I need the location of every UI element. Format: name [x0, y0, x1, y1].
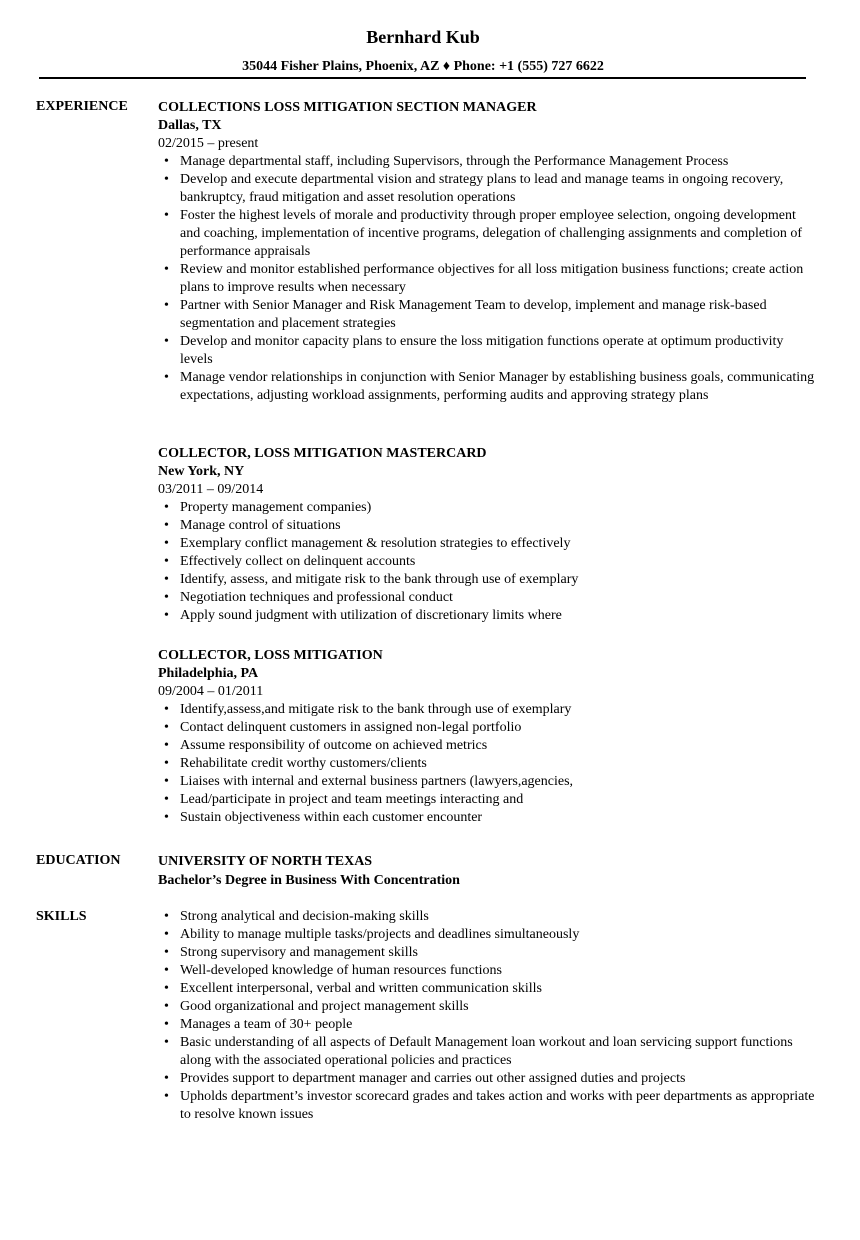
job-bullet: • Effectively collect on delinquent accounts: [158, 553, 818, 571]
job-entry: [158, 99, 818, 405]
job-bullet: • Identify, assess, and mitigate risk to the bank through use of exemplary: [158, 571, 818, 589]
skill-item: • Upholds department’s investor scorecard grades and takes action and works with peer departments as appropriate to resolve known issues: [158, 1088, 818, 1124]
skill-item: • Excellent interpersonal, verbal and written communication skills: [158, 980, 818, 998]
job-entry: [158, 445, 818, 625]
job-location: New York, NY: [158, 464, 245, 479]
job-location: Philadelphia, PA: [158, 666, 259, 681]
skills-entry: [158, 908, 818, 1124]
job-bullet: • Lead/participate in project and team meetings interacting and: [158, 791, 818, 809]
job-bullet: • Liaises with internal and external business partners (lawyers,agencies,: [158, 773, 818, 791]
skill-item: • Well-developed knowledge of human resources functions: [158, 962, 818, 980]
job-bullet-list: [158, 701, 818, 827]
job-dates: 02/2015 – present: [158, 136, 259, 151]
job-bullet-list: [158, 153, 818, 405]
skill-item: • Provides support to department manager and carries out other assigned duties and projects: [158, 1070, 818, 1088]
job-title: COLLECTOR, LOSS MITIGATION: [158, 648, 383, 663]
job-title: COLLECTIONS LOSS MITIGATION SECTION MANAGER: [158, 100, 537, 115]
job-dates: 03/2011 – 09/2014: [158, 482, 264, 497]
skill-item: • Strong supervisory and management skills: [158, 944, 818, 962]
job-title: COLLECTOR, LOSS MITIGATION MASTERCARD: [158, 446, 487, 461]
job-bullet: • Review and monitor established performance objectives for all loss mitigation business functions; create action plans to improve results when necessary: [158, 261, 818, 297]
skill-item: • Ability to manage multiple tasks/projects and deadlines simultaneously: [158, 926, 818, 944]
job-bullet: • Apply sound judgment with utilization of discretionary limits where: [158, 607, 818, 625]
job-bullet: • Manage vendor relationships in conjunction with Senior Manager by establishing business goals, communicating expectations, adjusting workload assignments, performing audits and approving strategy plans: [158, 369, 818, 405]
skill-item: • Good organizational and project management skills: [158, 998, 818, 1016]
candidate-name: Bernhard Kub: [366, 27, 480, 47]
job-entry: [158, 647, 818, 827]
job-bullet: • Assume responsibility of outcome on achieved metrics: [158, 737, 818, 755]
job-location: Dallas, TX: [158, 118, 222, 133]
job-bullet: • Develop and execute departmental vision and strategy plans to lead and manage teams in ongoing recovery, bankruptcy, fraud mitigation and asset resolution operations: [158, 171, 818, 207]
section-label-education: EDUCATION: [36, 853, 121, 868]
job-dates: 09/2004 – 01/2011: [158, 684, 264, 699]
job-bullet-list: [158, 499, 818, 625]
job-bullet: • Exemplary conflict management & resolution strategies to effectively: [158, 535, 818, 553]
job-bullet: • Partner with Senior Manager and Risk Management Team to develop, implement and manage risk-based segmentation and placement strategies: [158, 297, 818, 333]
skill-item: • Manages a team of 30+ people: [158, 1016, 818, 1034]
education-entry: [158, 853, 818, 890]
job-bullet: • Sustain objectiveness within each customer encounter: [158, 809, 818, 827]
skill-item: • Basic understanding of all aspects of Default Management loan workout and loan servicing support functions along with the associated operational policies and practices: [158, 1034, 818, 1070]
contact-line: 35044 Fisher Plains, Phoenix, AZ ♦ Phone: +1 (555) 727 6622: [242, 59, 604, 74]
degree: Bachelor’s Degree in Business With Concentration: [158, 873, 460, 888]
section-label-skills: SKILLS: [36, 909, 87, 924]
job-bullet: • Manage control of situations: [158, 517, 818, 535]
header-divider: [39, 77, 806, 79]
job-bullet: • Contact delinquent customers in assigned non-legal portfolio: [158, 719, 818, 737]
school-name: UNIVERSITY OF NORTH TEXAS: [158, 854, 373, 869]
skills-list: [158, 908, 818, 1124]
section-label-experience: EXPERIENCE: [36, 99, 128, 114]
job-bullet: • Develop and monitor capacity plans to ensure the loss mitigation functions operate at optimum productivity levels: [158, 333, 818, 369]
skill-item: • Strong analytical and decision-making skills: [158, 908, 818, 926]
job-bullet: • Foster the highest levels of morale and productivity through proper employee selection, ongoing development and coaching, implementation of incentive programs, delegation of challenging assignments and completion of performance appraisals: [158, 207, 818, 261]
job-bullet: • Negotiation techniques and professional conduct: [158, 589, 818, 607]
job-bullet: • Identify,assess,and mitigate risk to the bank through use of exemplary: [158, 701, 818, 719]
job-bullet: • Manage departmental staff, including Supervisors, through the Performance Management Process: [158, 153, 818, 171]
job-bullet: • Property management companies): [158, 499, 818, 517]
job-bullet: • Rehabilitate credit worthy customers/clients: [158, 755, 818, 773]
